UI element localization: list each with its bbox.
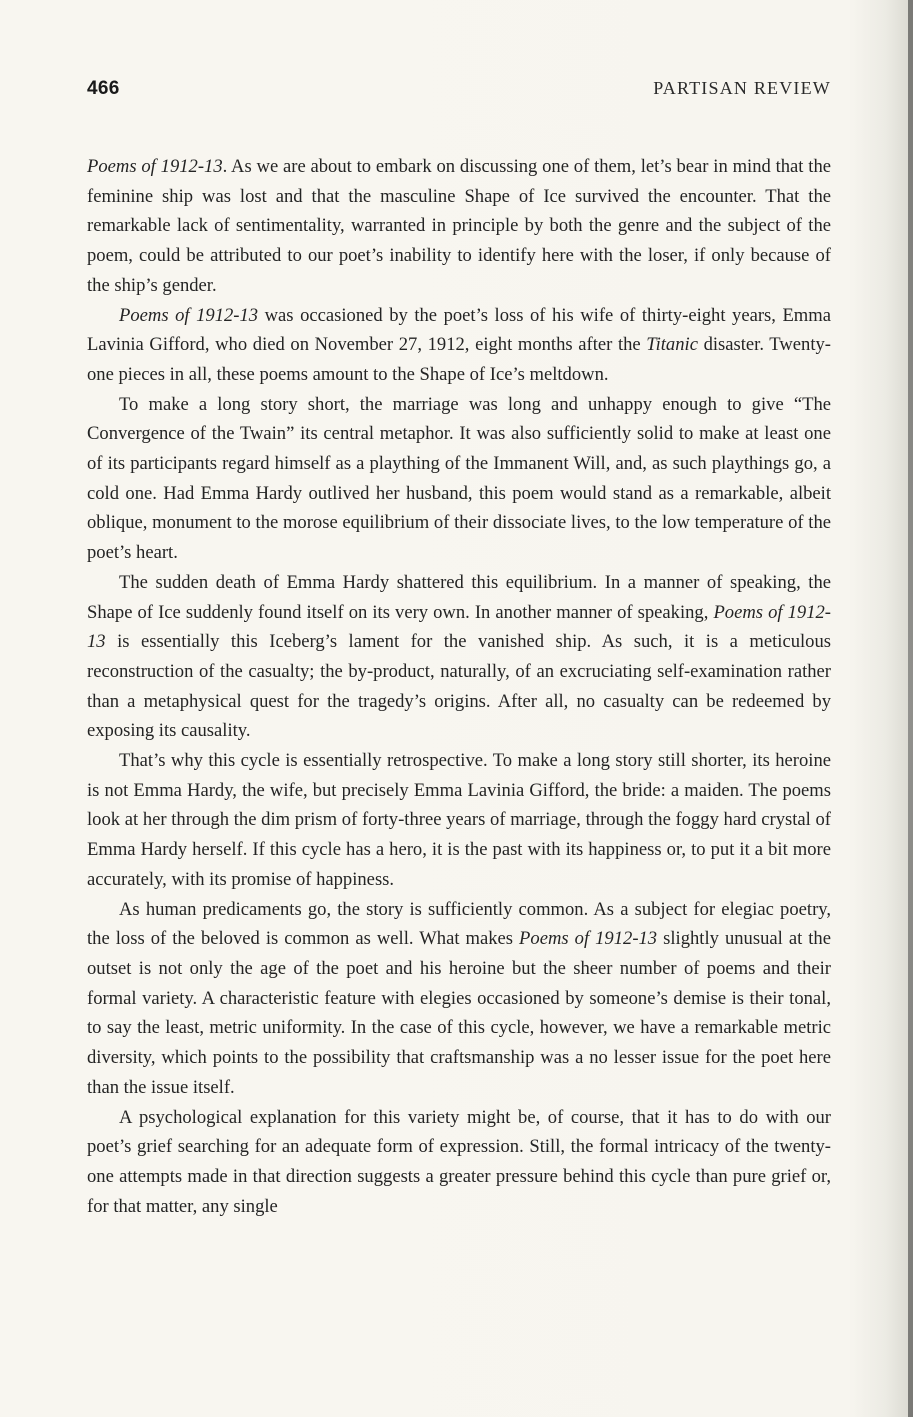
text-run: is essentially this Iceberg’s lament for the vanished ship. As such, it is a meticulous reconstruction of the casualty; the by-product, naturally, of an excruciating self-examination rather than a metaphysical quest for the tragedy’s origins. After all, no casualty can be redeemed by exposing its causality. xyxy=(87,631,831,742)
page-number: 466 xyxy=(87,78,120,99)
italic-text: Poems of 1912-13 xyxy=(87,156,223,177)
text-run: As human predicaments go, the story is sufficiently common. As a subject for elegiac poetry, the loss of the beloved is common as well. What makes xyxy=(87,898,831,950)
body-text xyxy=(87,152,831,1221)
text-run: disaster. Twenty-one pieces in all, these poems amount to the Shape of Ice’s meltdown. xyxy=(87,334,831,385)
paragraph xyxy=(87,301,831,390)
paragraph xyxy=(87,895,831,1103)
text-run: slightly unusual at the outset is not only the age of the poet and his heroine but the sheer number of poems and their formal variety. A characteristic feature with elegies occasioned by someone’s demise is their tonal, to say the least, metric uniformity. In the case of this cycle, however, we have a remarkable metric diversity, which points to the possibility that craftsmanship was a no lesser issue for the poet here than the issue itself. xyxy=(87,928,831,1098)
text-run: The sudden death of Emma Hardy shattered this equilibrium. In a manner of speaking, the Shape of Ice suddenly found itself on its very own. In another manner of speaking, xyxy=(87,571,831,623)
paragraph xyxy=(87,746,831,895)
journal-title: PARTISAN REVIEW xyxy=(653,78,831,98)
italic-text: Poems of 1912-13 xyxy=(519,928,658,950)
text-run: To make a long story short, the marriage was long and unhappy enough to give “The Convergence of the Twain” its central metaphor. It was also sufficiently solid to make at least one of its participants regard himself as a plaything of the Immanent Will, and, as such playthings go, a cold one. Had Emma Hardy outlived her husband, this poem would stand as a remarkable, albeit oblique, monument to the morose equilibrium of their dissociate lives, to the low temperature of the poet’s heart. xyxy=(87,393,831,564)
paragraph xyxy=(87,1103,831,1222)
paragraph xyxy=(87,568,831,746)
italic-text: Poems of 1912-13 xyxy=(87,601,831,653)
page-edge-shadow xyxy=(908,0,913,1417)
italic-text: Poems of 1912-13 xyxy=(119,304,259,326)
paragraph xyxy=(87,390,831,568)
text-run: was occasioned by the poet’s loss of his wife of thirty-eight years, Emma Lavinia Gifford, who died on November 27, 1912, eight months after the xyxy=(87,304,831,356)
running-head xyxy=(87,78,831,104)
paragraph xyxy=(87,152,831,301)
text-run: A psychological explanation for this variety might be, of course, that it has to do with our poet’s grief searching for an adequate form of expression. Still, the formal intricacy of the twenty-one attempts made in that direction suggests a greater pressure behind this cycle than pure grief or, for that matter, any single xyxy=(87,1106,831,1217)
italic-text: Titanic xyxy=(646,334,698,356)
text-run: That’s why this cycle is essentially retrospective. To make a long story still shorter, its heroine is not Emma Hardy, the wife, but precisely Emma Lavinia Gifford, the bride: a maiden. The poems look at her through the dim prism of forty-three years of marriage, through the foggy hard crystal of Emma Hardy herself. If this cycle has a hero, it is the past with its happiness or, to put it a bit more accurately, with its promise of happiness. xyxy=(87,750,831,890)
text-run: . As we are about to embark on discussing one of them, let’s bear in mind that the feminine ship was lost and that the masculine Shape of Ice survived the encounter. That the remarkable lack of sentimentality, warranted in principle by both the genre and the subject of the poem, could be attributed to our poet’s inability to identify here with the loser, if only because of the ship’s gender. xyxy=(87,156,831,296)
